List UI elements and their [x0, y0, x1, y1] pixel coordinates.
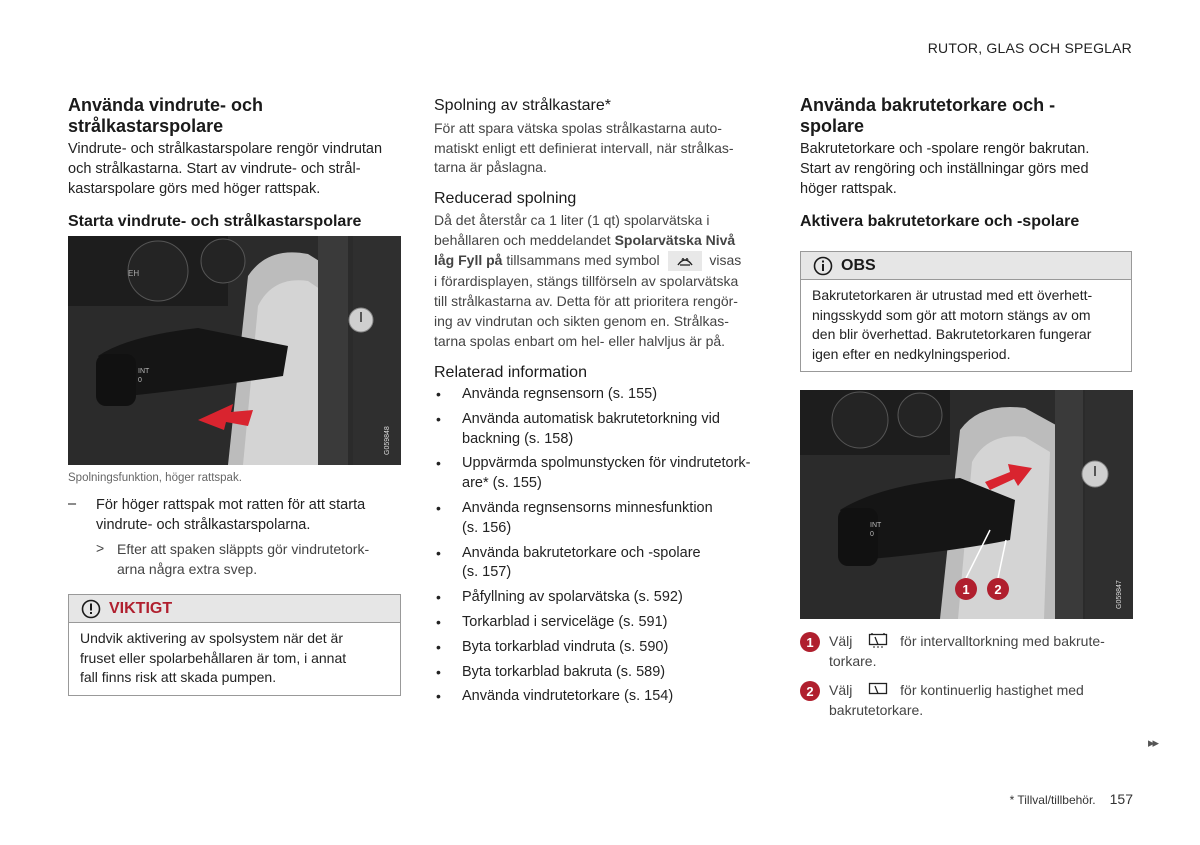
page-number: 157	[1109, 791, 1133, 807]
step-number-badge: 1	[800, 632, 820, 652]
heading-related-info: Relaterad information	[434, 364, 587, 381]
interval-wiper-icon	[868, 633, 888, 649]
image-code: G059847	[1116, 580, 1123, 609]
footer-note: * Tillval/tillbehör.	[1009, 793, 1096, 807]
heading-headlamp-washing: Spolning av strålkastare*	[434, 97, 611, 114]
paragraph-reduced-washing: Då det återstår ca 1 liter (1 qt) spolarvätska i behållaren och meddelandet Spolarvätska Nivå låg Fyll på tillsammans med symbol visas i förardisplayen, stängs tillförseln av spolarvätska till strålkastarna av. Detta för att prioritera rengör- ing av vindrutan och sikten genom en. Strålkas- tarna spolas enbart om hel- eller halvljus är på.	[434, 212, 742, 350]
related-link[interactable]: • Byta torkarblad vindruta (s. 590)	[434, 638, 764, 658]
heading-reduced-washing: Reducerad spolning	[434, 190, 577, 207]
result-text: Efter att spaken släppts gör vindrutetork- arna några extra svep.	[117, 541, 370, 577]
related-link[interactable]: • Uppvärmda spolmunstycken för vindrutetork- are* (s. 155)	[434, 454, 764, 494]
note-title: OBS	[841, 256, 876, 274]
next-page-icon: ▸▸	[1148, 735, 1158, 750]
subheading-activate-rear-wiper: Aktivera bakrutetorkare och -spolare	[800, 213, 1080, 230]
svg-text:0: 0	[138, 377, 142, 384]
step-2-text: Välj för kontinuerlig hastighet med bakrutetorkare.	[829, 682, 1084, 718]
related-link[interactable]: • Använda bakrutetorkare och -spolare (s. 157)	[434, 544, 764, 584]
result-marker: >	[96, 540, 105, 556]
running-header: RUTOR, GLAS OCH SPEGLAR	[927, 40, 1132, 56]
warning-text: Undvik aktivering av spolsystem när det är fruset eller spolarbehållaren är tom, i annat fall finns risk att skada pumpen.	[80, 630, 347, 685]
continuous-wiper-icon	[868, 682, 888, 698]
warning-title: VIKTIGT	[109, 599, 173, 617]
callout-2: 2	[994, 582, 1002, 597]
related-link[interactable]: • Använda regnsensorns minnesfunktion (s. 156)	[434, 499, 764, 539]
callout-1: 1	[962, 582, 970, 597]
info-icon	[813, 256, 833, 276]
rear-stalk-illustration	[800, 390, 1133, 619]
intro-paragraph: Vindrute- och strålkastarspolare rengör vindrutan och strålkastarna. Start av vindrute- och strål- kastarspolare görs med höger rattspak.	[68, 141, 383, 197]
step-1-text: Välj för intervalltorkning med bakrute- torkare.	[829, 633, 1105, 669]
stalk-illustration	[68, 236, 401, 465]
step-dash: –	[68, 496, 77, 512]
paragraph-headlamp-washing: För att spara vätska spolas strålkastarna auto- matiskt enligt ett definierat intervall, när strålkas- tarna är påslagna.	[434, 120, 734, 175]
warning-box	[68, 594, 401, 696]
subheading-start-washer: Starta vindrute- och strålkastarspolare	[68, 213, 362, 230]
related-link[interactable]: • Byta torkarblad bakruta (s. 589)	[434, 663, 764, 683]
related-link[interactable]: • Påfyllning av spolarvätska (s. 592)	[434, 588, 764, 608]
washer-fluid-icon	[668, 251, 702, 271]
svg-text:INT: INT	[870, 522, 882, 529]
svg-text:EH: EH	[128, 269, 140, 278]
related-link[interactable]: • Använda automatisk bakrutetorkning vid backning (s. 158)	[434, 410, 764, 450]
related-link[interactable]: • Använda vindrutetorkare (s. 154)	[434, 687, 764, 707]
note-box	[800, 251, 1132, 372]
related-links-list	[434, 385, 764, 712]
section-title-windshield: Använda vindrute- och strålkastarspolare	[68, 95, 264, 136]
warning-header	[69, 595, 400, 623]
photo-rear-wiper-stalk	[800, 390, 1133, 619]
photo-caption: Spolningsfunktion, höger rattspak.	[68, 472, 242, 484]
section-title-rear-wiper: Använda bakrutetorkare och - spolare	[800, 95, 1056, 136]
svg-text:0: 0	[870, 531, 874, 538]
photo-right-stalk-washer	[68, 236, 401, 465]
related-link[interactable]: • Använda regnsensorn (s. 155)	[434, 385, 764, 405]
footer	[1010, 791, 1133, 807]
warning-icon	[81, 599, 101, 619]
step-number-badge: 2	[800, 681, 820, 701]
note-text: Bakrutetorkaren är utrustad med ett överhett- ningsskydd som gör att motorn stängs av om den blir överhettad. Bakrutetorkaren fungerar igen efter en nedkylningsperiod.	[812, 287, 1093, 362]
image-code: G059848	[384, 426, 391, 455]
svg-text:INT: INT	[138, 368, 150, 375]
note-header	[801, 252, 1131, 280]
related-link[interactable]: • Torkarblad i serviceläge (s. 591)	[434, 613, 764, 633]
step-text: För höger rattspak mot ratten för att starta vindrute- och strålkastarspolarna.	[96, 497, 366, 533]
rear-intro-paragraph: Bakrutetorkare och -spolare rengör bakrutan. Start av rengöring och inställningar görs med höger rattspak.	[800, 141, 1090, 197]
